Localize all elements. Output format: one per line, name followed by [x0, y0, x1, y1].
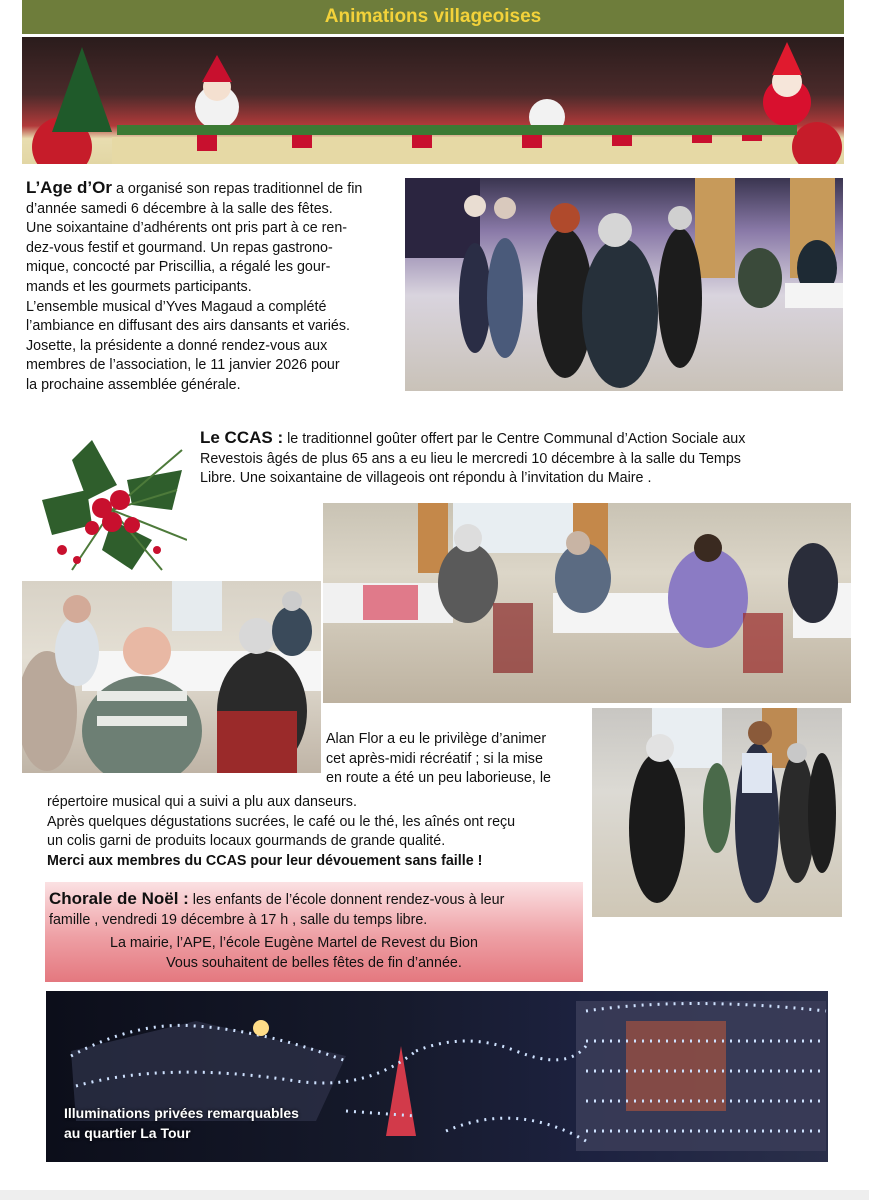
alan-text-narrow: Alan Flor a eu le privilège d’animer cet après-midi récréatif ; si la mise en route a été un peu laborieuse, le [326, 731, 551, 787]
ccas-name: Le CCAS : [200, 428, 284, 447]
alan-text-wide: répertoire musical qui a suivi a plu aux danseurs. Après quelques dégustations sucrées, le café ou le thé, les aînés ont reçu un colis garni de produits locaux gourmands de grande qualité. Merci aux membres du CCAS pour leur dévouement sans faille ! [47, 793, 587, 871]
photo-ccas-hall [323, 503, 851, 703]
illuminations-caption: Illuminations privées remarquables [64, 1105, 299, 1121]
age-dor-text: L’Age d’Or a organisé son repas traditionnel de fin d’année samedi 6 décembre à la salle des fêtes. Une soixantaine d’adhérents ont pris part à ce ren- dez-vous festif et gourmand. Un repas gastrono- mique, concocté par Priscillia, a régalé les gour- mands et les gourmets participants. L’ensemble musical d’Yves Magaud a complété l’ambiance en diffusant des airs dansants et variés. Josette, la présidente a donné rendez-vous aux membres de l’association, le 11 janvier 2026 pour la prochaine assemblée générale. [26, 178, 363, 393]
holly-decoration-icon [32, 430, 187, 580]
photo-age-dor-dance [405, 178, 843, 391]
photo-christmas-decorations [22, 37, 844, 164]
ccas-text: Le CCAS : le traditionnel goûter offert par le Centre Communal d’Action Sociale aux Revestois âgés de plus 65 ans a eu lieu le mercredi 10 décembre à la salle du Temps Libre. Une soixantaine de villageois ont répondu à l’invitation du Maire . [200, 428, 746, 487]
chorale-name: Chorale de Noël : [49, 889, 189, 908]
illuminations-location: au quartier La Tour [64, 1125, 191, 1141]
age-dor-name: L’Age d’Or [26, 178, 112, 197]
ccas-thanks: Merci aux membres du CCAS pour leur dévouement sans faille ! [47, 852, 483, 869]
chorale-box: Chorale de Noël : les enfants de l’école donnent rendez-vous à leur famille , vendredi 19 décembre à 17 h , salle du temps libre. La mairie, l’APE, l’école Eugène Martel de Revest du Bion Vous souhaitent de belles fêtes de fin d’année. [45, 882, 583, 982]
photo-ccas-table [22, 581, 321, 773]
chorale-signature: La mairie, l’APE, l’école Eugène Martel de Revest du Bion [110, 935, 478, 951]
photo-illuminations [46, 991, 828, 1162]
page-title: Animations villageoises [22, 0, 844, 34]
photo-alan-dance [592, 708, 842, 917]
chorale-wishes: Vous souhaitent de belles fêtes de fin d’année. [166, 954, 462, 971]
page-footer-strip [0, 1190, 869, 1200]
